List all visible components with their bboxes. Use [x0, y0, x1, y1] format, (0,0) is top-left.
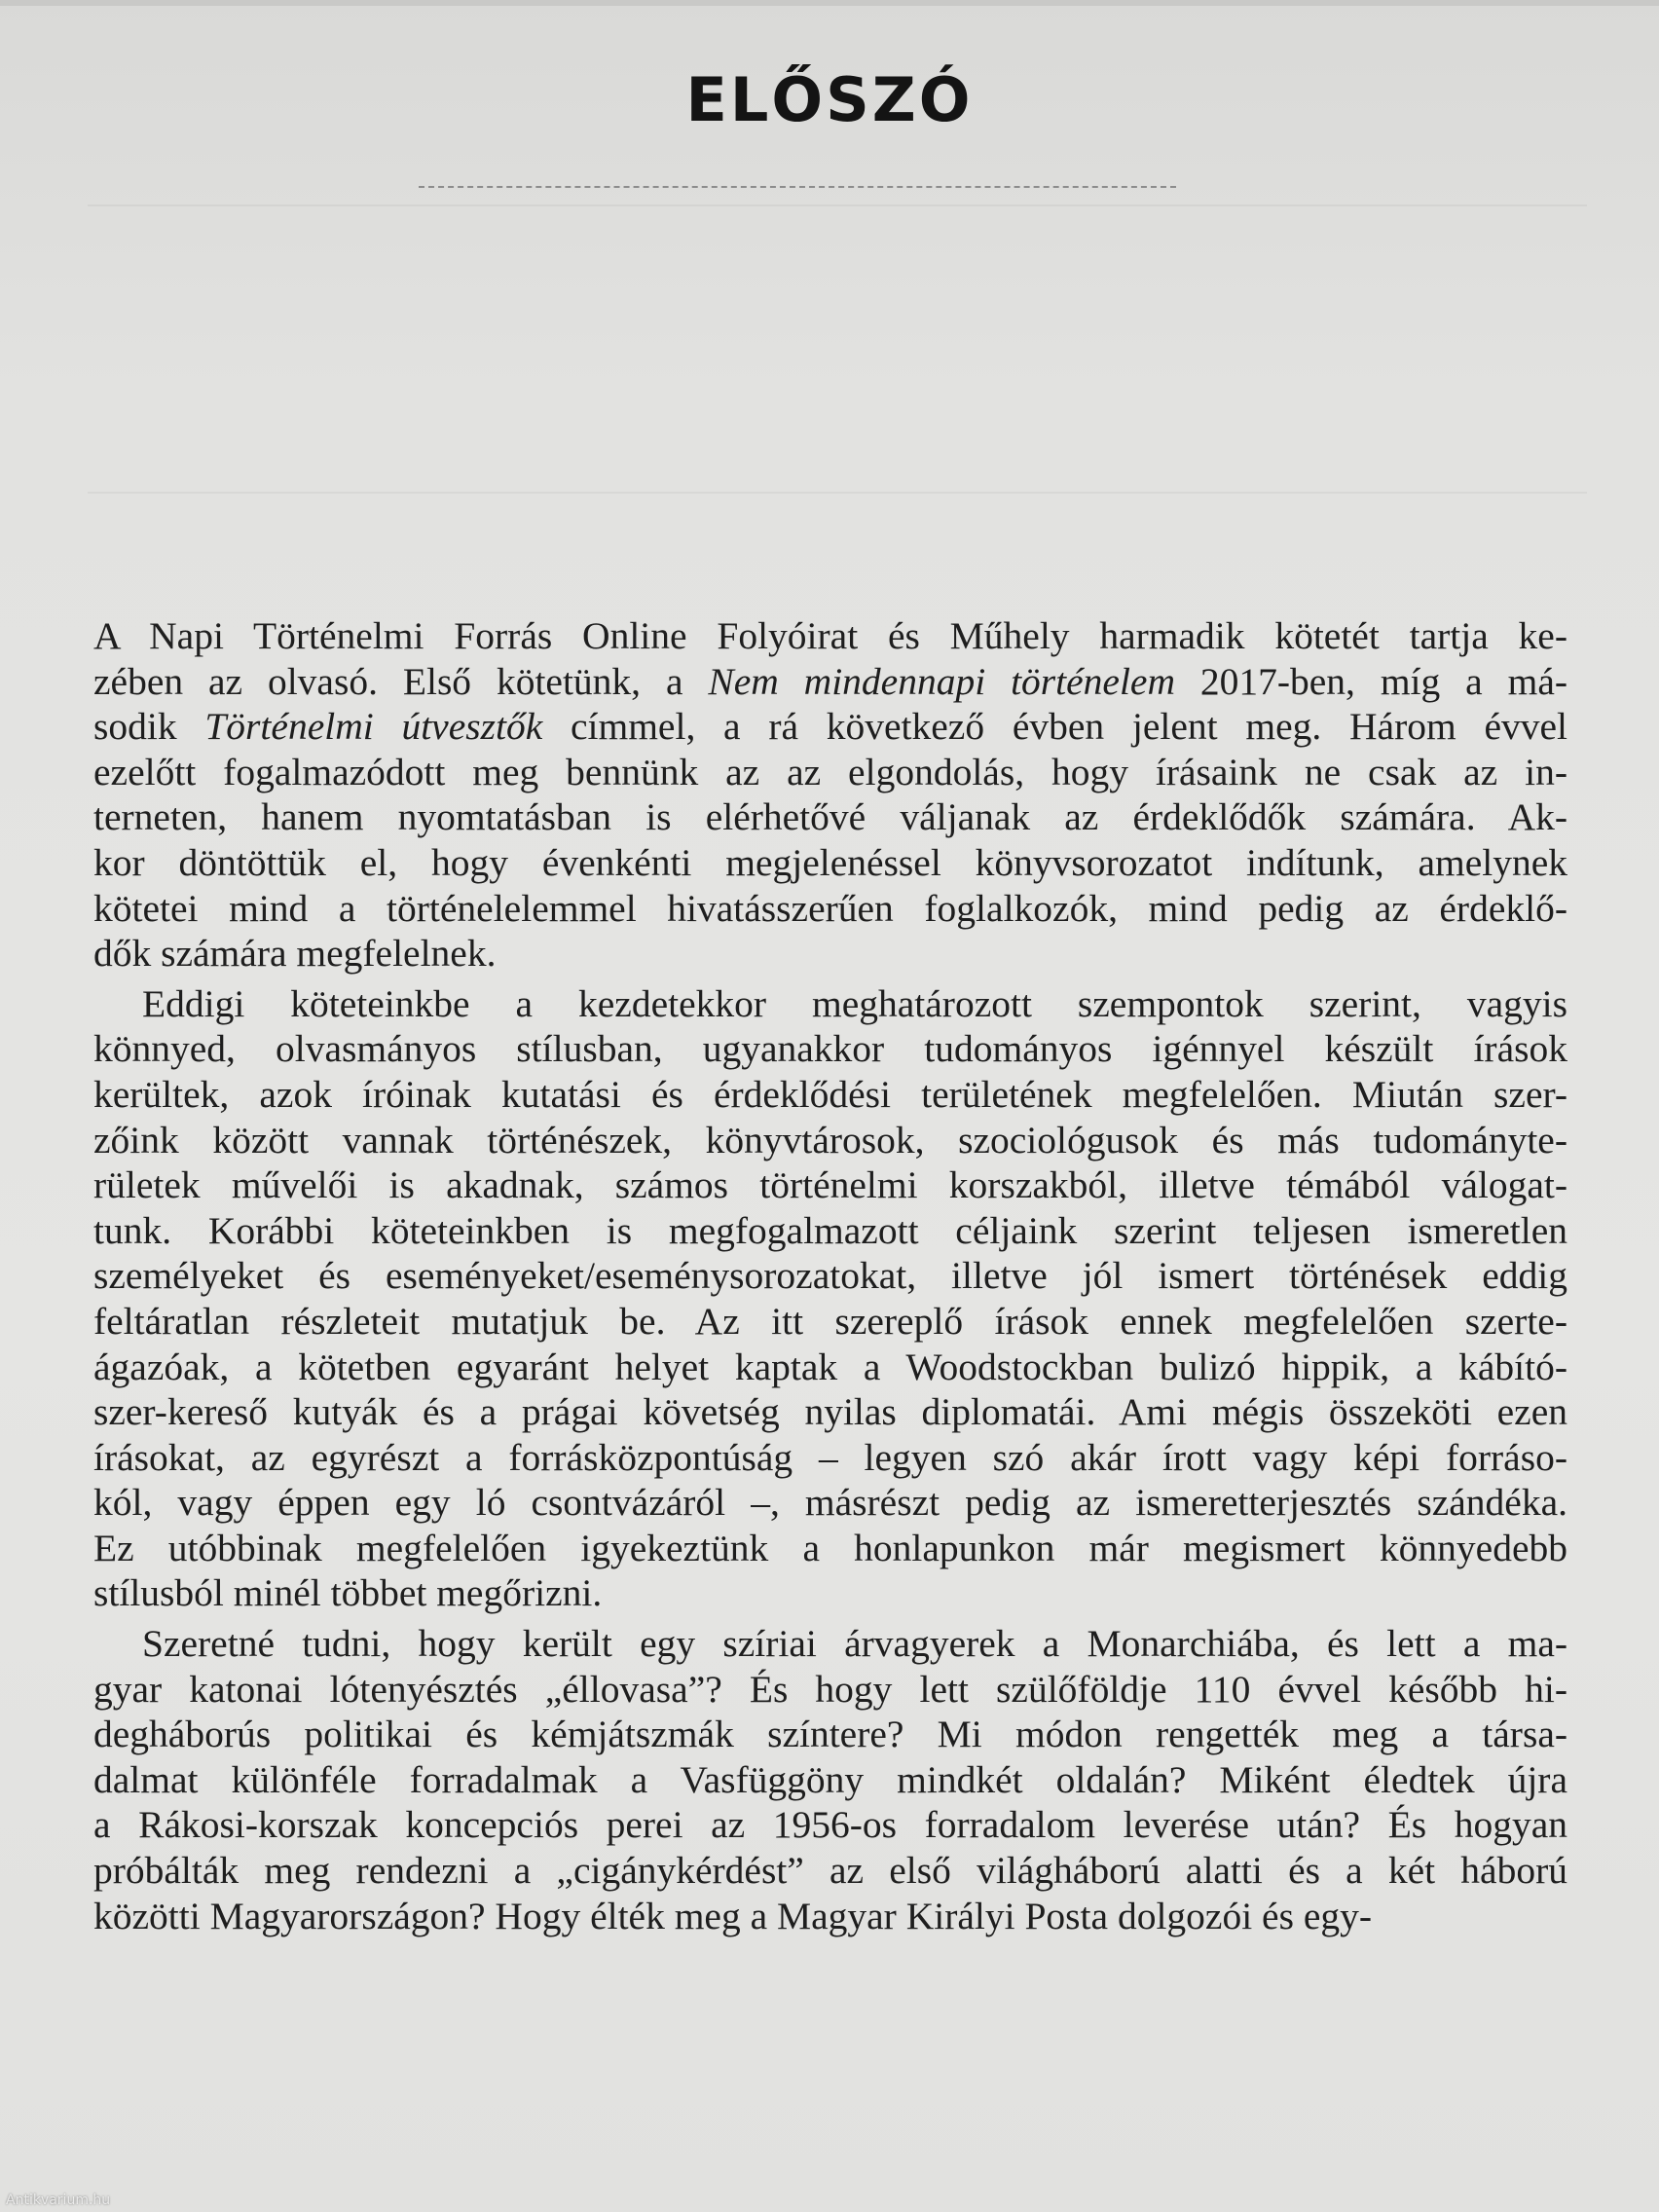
page-top-edge: [0, 0, 1659, 6]
title-divider: [419, 186, 1176, 188]
bleed-through-rule: [88, 492, 1587, 494]
text-line: [93, 1435, 1567, 1481]
text-line: [93, 1480, 1567, 1526]
text-run: degháborús politikai és kémjátszmák színtere? Mi módon rengették meg a társa-: [93, 1713, 1567, 1756]
text-line: [93, 1667, 1567, 1713]
text-line: [93, 1712, 1567, 1757]
text-run: ezelőtt fogalmazódott meg bennünk az az elgondolás, hogy írásaink ne csak az in-: [93, 750, 1567, 793]
bleed-through-rule: [88, 204, 1587, 206]
text-line: [93, 613, 1567, 659]
text-run: dők számára megfelelnek.: [93, 932, 497, 976]
text-line: [93, 794, 1567, 840]
text-line: [93, 1162, 1567, 1208]
text-line: [93, 1802, 1567, 1848]
text-line: [93, 1848, 1567, 1894]
text-line: [93, 1299, 1567, 1345]
text-line: [93, 931, 1567, 977]
text-run: írásokat, az egyrészt a forrásközpontúság – legyen szó akár írott vagy képi forráso-: [93, 1435, 1567, 1479]
text-line: [93, 1118, 1567, 1163]
text-run: zében az olvasó. Első kötetünk, a: [93, 659, 709, 703]
text-run: Szeretné tudni, hogy került egy szíriai árvagyerek a Monarchiába, és lett a ma-: [142, 1622, 1567, 1666]
text-run: gyar katonai lótenyésztés „éllovasa”? És hogy lett szülőföldje 110 évvel később hi-: [93, 1667, 1567, 1711]
text-run: kor döntöttük el, hogy évenkénti megjelenéssel könyvsorozatot indítunk, amelynek: [93, 840, 1567, 884]
text-run: dalmat különféle forradalmak a Vasfüggöny mindkét oldalán? Miként éledtek újra: [93, 1757, 1567, 1801]
text-line: [93, 1757, 1567, 1803]
text-run: közötti Magyarországon? Hogy élték meg a Magyar Királyi Posta dolgozói és egy-: [93, 1894, 1373, 1937]
text-run: szer-kereső kutyák és a prágai követség nyilas diplomatái. Ami mégis összeköti ezen: [93, 1390, 1567, 1434]
paragraph: [93, 981, 1567, 1616]
text-line: [93, 840, 1567, 886]
text-line: [93, 1894, 1567, 1939]
text-line: [93, 1621, 1567, 1667]
body-text: [93, 613, 1567, 1938]
text-run: kerültek, azok íróinak kutatási és érdeklődési területének megfelelően. Miután szer-: [93, 1072, 1567, 1116]
page-title: ELŐSZÓ: [685, 64, 974, 135]
text-line: [93, 750, 1567, 795]
text-run: 2017-ben, míg a má-: [1174, 659, 1567, 703]
text-run: terneten, hanem nyomtatásban is elérhetővé váljanak az érdeklődők számára. Ak-: [93, 795, 1567, 839]
text-run: kól, vagy éppen egy ló csontvázáról –, másrészt pedig az ismeretterjesztés szándéka.: [93, 1481, 1567, 1525]
text-run: Ez utóbbinak megfelelően igyekeztünk a honlapunkon már megismert könnyedebb: [93, 1526, 1567, 1569]
text-run: zőink között vannak történészek, könyvtárosok, szociológusok és más tudományte-: [93, 1118, 1567, 1161]
text-run: kötetei mind a történelelemmel hivatásszerűen foglalkozók, mind pedig az érdeklő-: [93, 886, 1567, 930]
text-run: a Rákosi-korszak koncepciós perei az 1956-os forradalom leverése után? És hogyan: [93, 1803, 1567, 1847]
text-run: Eddigi köteteinkbe a kezdetekkor meghatározott szempontok szerint, vagyis: [142, 981, 1567, 1025]
watermark: Antikvarium.hu: [6, 2193, 111, 2208]
text-line: [93, 981, 1567, 1027]
text-run: stílusból minél többet megőrizni.: [93, 1571, 603, 1615]
text-run: A Napi Történelmi Forrás Online Folyóirat és Műhely harmadik kötetét tartja ke-: [93, 614, 1567, 657]
text-run: feltáratlan részleteit mutatjuk be. Az itt szereplő írások ennek megfelelően szerte-: [93, 1299, 1567, 1343]
text-line: [93, 1526, 1567, 1571]
text-run: rületek művelői is akadnak, számos történelmi korszakból, illetve témából válogat-: [93, 1163, 1567, 1207]
text-line: [93, 659, 1567, 705]
text-line: [93, 1208, 1567, 1254]
text-run: személyeket és eseményeket/eseménysorozatokat, illetve jól ismert történések eddig: [93, 1254, 1567, 1298]
text-line: [93, 704, 1567, 750]
text-line: [93, 1026, 1567, 1072]
text-line: [93, 1345, 1567, 1390]
text-run: címmel, a rá következő évben jelent meg. Három évvel: [542, 705, 1567, 749]
text-line: [93, 1072, 1567, 1118]
paragraph: [93, 1621, 1567, 1938]
text-run: könnyed, olvasmányos stílusban, ugyanakkor tudományos igénnyel készült írások: [93, 1027, 1567, 1071]
text-line: [93, 1389, 1567, 1435]
italic-title: Történelmi útvesztők: [204, 705, 543, 749]
text-line: [93, 1253, 1567, 1299]
paragraph: [93, 613, 1567, 977]
text-run: próbálták meg rendezni a „cigánykérdést” az első világháború alatti és a két háború: [93, 1849, 1567, 1893]
text-line: [93, 886, 1567, 932]
text-run: tunk. Korábbi köteteinkben is megfogalmazott céljaink szerint teljesen ismeretlen: [93, 1208, 1567, 1252]
text-run: sodik: [93, 705, 205, 749]
italic-title: Nem mindennapi történelem: [708, 659, 1175, 703]
text-line: [93, 1570, 1567, 1616]
text-run: ágazóak, a kötetben egyaránt helyet kaptak a Woodstockban bulizó hippik, a kábító-: [93, 1345, 1567, 1388]
